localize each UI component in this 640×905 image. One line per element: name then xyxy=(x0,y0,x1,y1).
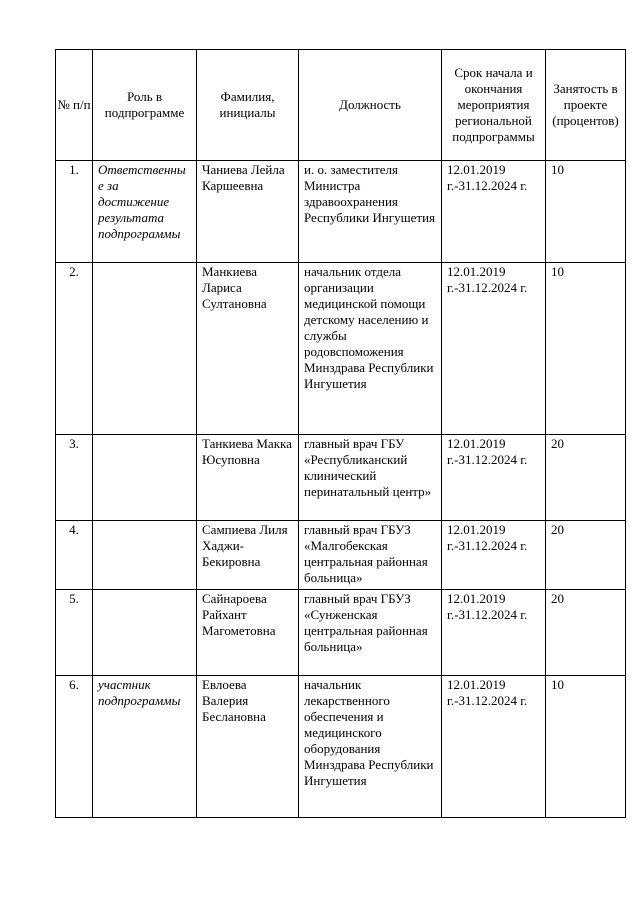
row-num: 2. xyxy=(56,263,93,435)
row-role: участник подпрограммы xyxy=(93,676,197,818)
row-period: 12.01.2019 г.-31.12.2024 г. xyxy=(442,263,546,435)
row-position: главный врач ГБУЗ «Малгобекская центральная районная больница» xyxy=(299,521,442,590)
row-position: и. о. заместителя Министра здравоохранения Республики Ингушетия xyxy=(299,161,442,263)
row-role xyxy=(93,435,197,521)
row-role xyxy=(93,263,197,435)
row-load: 20 xyxy=(546,521,626,590)
table-row xyxy=(56,590,626,676)
row-num: 6. xyxy=(56,676,93,818)
row-load: 10 xyxy=(546,676,626,818)
row-num: 4. xyxy=(56,521,93,590)
participants-table xyxy=(55,49,626,818)
header-num: № п/п xyxy=(56,50,93,161)
row-load: 20 xyxy=(546,435,626,521)
table-row xyxy=(56,263,626,435)
table-row xyxy=(56,521,626,590)
row-name: Танкиева Макка Юсуповна xyxy=(197,435,299,521)
header-role: Роль в подпрограмме xyxy=(93,50,197,161)
row-position: главный врач ГБУ «Республиканский клинический перинатальный центр» xyxy=(299,435,442,521)
row-name: Сампиева Лиля Хаджи-Бекировна xyxy=(197,521,299,590)
row-period: 12.01.2019 г.-31.12.2024 г. xyxy=(442,521,546,590)
header-position: Должность xyxy=(299,50,442,161)
header-period: Срок начала и окончания мероприятия региональной подпрограммы xyxy=(442,50,546,161)
row-load: 10 xyxy=(546,161,626,263)
row-role xyxy=(93,521,197,590)
row-name: Сайнароева Райхант Магометовна xyxy=(197,590,299,676)
row-period: 12.01.2019 г.-31.12.2024 г. xyxy=(442,676,546,818)
table-row xyxy=(56,435,626,521)
table-row xyxy=(56,161,626,263)
row-role xyxy=(93,590,197,676)
row-load: 20 xyxy=(546,590,626,676)
row-position: начальник отдела организации медицинской помощи детскому населению и службы родовспоможения Минздрава Республики Ингушетия xyxy=(299,263,442,435)
table-row xyxy=(56,676,626,818)
row-position: главный врач ГБУЗ «Сунженская центральная районная больница» xyxy=(299,590,442,676)
row-name: Евлоева Валерия Беслановна xyxy=(197,676,299,818)
row-name: Манкиева Лариса Султановна xyxy=(197,263,299,435)
header-load: Занятость в проекте (процентов) xyxy=(546,50,626,161)
row-load: 10 xyxy=(546,263,626,435)
row-num: 5. xyxy=(56,590,93,676)
row-period: 12.01.2019 г.-31.12.2024 г. xyxy=(442,590,546,676)
row-role: Ответственные за достижение результата подпрограммы xyxy=(93,161,197,263)
row-num: 1. xyxy=(56,161,93,263)
row-num: 3. xyxy=(56,435,93,521)
row-period: 12.01.2019 г.-31.12.2024 г. xyxy=(442,161,546,263)
row-name: Чаниева Лейла Каршеевна xyxy=(197,161,299,263)
table-header-row xyxy=(56,50,626,161)
row-period: 12.01.2019 г.-31.12.2024 г. xyxy=(442,435,546,521)
row-position: начальник лекарственного обеспечения и медицинского оборудования Минздрава Республики Ингушетия xyxy=(299,676,442,818)
header-name: Фамилия, инициалы xyxy=(197,50,299,161)
